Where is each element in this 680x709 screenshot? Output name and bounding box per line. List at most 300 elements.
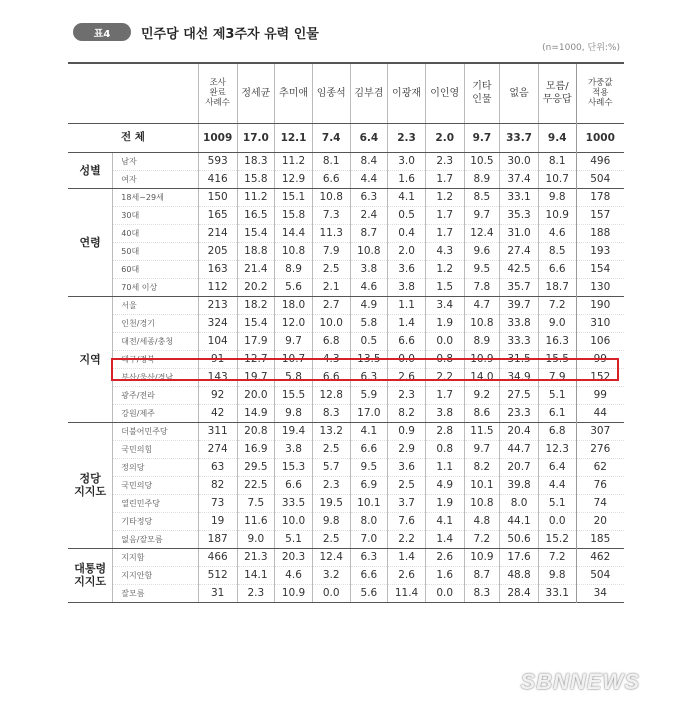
row-label: 부산/울산/경남 [113,368,199,386]
table-cell: 10.0 [312,314,350,332]
table-cell: 6.6 [275,476,313,494]
table-body [68,123,624,602]
column-header: 이인영 [425,63,464,123]
row-label: 인천/경기 [113,314,199,332]
table-cell: 10.0 [275,512,313,530]
table-cell: 106 [576,332,624,350]
table-row [68,242,624,260]
table-cell: 15.4 [237,224,275,242]
table-row [68,206,624,224]
table-cell: 10.8 [350,242,388,260]
table-cell: 3.8 [388,278,426,296]
table-cell: 1009 [198,123,237,152]
table-cell: 1.7 [425,386,464,404]
table-cell: 37.4 [500,170,539,188]
row-label: 서울 [113,296,199,314]
table-cell: 9.8 [538,566,576,584]
table-cell: 14.9 [237,404,275,422]
table-cell: 1.2 [425,260,464,278]
table-cell: 6.3 [350,188,388,206]
table-cell: 44.7 [500,440,539,458]
table-cell: 0.5 [388,206,426,224]
table-number-badge: 표4 [73,23,131,41]
column-header: 김부겸 [350,63,388,123]
table-cell: 42.5 [500,260,539,278]
table-cell: 30.0 [500,152,539,170]
table-cell: 1.6 [388,170,426,188]
table-cell: 1.6 [425,566,464,584]
table-cell: 276 [576,440,624,458]
table-cell: 112 [198,278,237,296]
table-cell: 9.5 [464,260,500,278]
table-cell: 48.8 [500,566,539,584]
table-cell: 3.8 [350,260,388,278]
table-cell: 178 [576,188,624,206]
table-cell: 2.3 [425,152,464,170]
table-cell: 13.2 [312,422,350,440]
table-cell: 33.1 [538,584,576,602]
row-label: 더불어민주당 [113,422,199,440]
table-cell: 10.8 [312,188,350,206]
table-cell: 31.5 [500,350,539,368]
table-cell: 496 [576,152,624,170]
table-cell: 9.5 [350,458,388,476]
row-label: 남자 [113,152,199,170]
table-cell: 10.5 [464,152,500,170]
table-cell: 9.7 [275,332,313,350]
table-row [68,566,624,584]
table-cell: 3.0 [388,152,426,170]
table-cell: 27.4 [500,242,539,260]
table-cell: 35.7 [500,278,539,296]
table-cell: 10.8 [464,494,500,512]
table-cell: 2.5 [312,440,350,458]
table-cell: 13.5 [350,350,388,368]
table-cell: 2.5 [388,476,426,494]
table-cell: 0.0 [425,584,464,602]
table-cell: 15.2 [538,530,576,548]
table-cell: 7.2 [538,296,576,314]
table-cell: 28.4 [500,584,539,602]
table-cell: 3.2 [312,566,350,584]
table-cell: 8.0 [350,512,388,530]
table-cell: 35.3 [500,206,539,224]
table-cell: 10.1 [464,476,500,494]
table-cell: 4.4 [538,476,576,494]
row-label: 대전/세종/충청 [113,332,199,350]
table-cell: 154 [576,260,624,278]
table-cell: 1.5 [425,278,464,296]
row-label: 국민의힘 [113,440,199,458]
table-cell: 21.4 [237,260,275,278]
table-row [68,314,624,332]
table-cell: 311 [198,422,237,440]
table-cell: 9.8 [275,404,313,422]
total-label: 전 체 [68,123,198,152]
table-cell: 7.5 [237,494,275,512]
table-cell: 31.0 [500,224,539,242]
table-cell: 8.9 [275,260,313,278]
table-cell: 9.8 [312,512,350,530]
table-cell: 23.3 [500,404,539,422]
table-cell: 193 [576,242,624,260]
row-label: 잘모름 [113,584,199,602]
table-cell: 10.9 [275,584,313,602]
table-cell: 10.7 [538,170,576,188]
table-cell: 4.1 [350,422,388,440]
table-cell: 14.4 [275,224,313,242]
table-cell: 2.7 [312,296,350,314]
table-cell: 9.0 [237,530,275,548]
table-cell: 7.4 [312,123,350,152]
table-cell: 15.8 [237,170,275,188]
table-cell: 504 [576,170,624,188]
table-row [68,278,624,296]
table-row [68,224,624,242]
table-cell: 1.2 [425,188,464,206]
table-cell: 205 [198,242,237,260]
table-cell: 20 [576,512,624,530]
table-cell: 6.8 [312,332,350,350]
table-row [68,548,624,566]
table-cell: 150 [198,188,237,206]
group-label: 대통령 지지도 [68,548,113,602]
watermark-logo: SBNNEWS [520,669,640,694]
table-row [68,476,624,494]
table-row [68,350,624,368]
table-row [68,260,624,278]
table-cell: 2.0 [425,123,464,152]
table-cell: 130 [576,278,624,296]
table-cell: 512 [198,566,237,584]
table-cell: 1.4 [388,548,426,566]
table-title-bar [73,22,319,42]
table-cell: 10.7 [275,350,313,368]
table-cell: 187 [198,530,237,548]
table-cell: 2.3 [388,386,426,404]
table-cell: 18.7 [538,278,576,296]
table-cell: 10.9 [538,206,576,224]
table-cell: 8.1 [538,152,576,170]
table-cell: 307 [576,422,624,440]
table-cell: 6.6 [312,368,350,386]
table-cell: 2.6 [388,566,426,584]
row-label: 30대 [113,206,199,224]
table-cell: 143 [198,368,237,386]
table-cell: 18.8 [237,242,275,260]
table-cell: 6.8 [538,422,576,440]
table-cell: 6.9 [350,476,388,494]
group-label: 성별 [68,152,113,188]
table-cell: 22.5 [237,476,275,494]
table-cell: 12.8 [312,386,350,404]
table-cell: 185 [576,530,624,548]
table-cell: 10.8 [464,314,500,332]
table-cell: 8.5 [464,188,500,206]
row-label: 60대 [113,260,199,278]
table-cell: 15.5 [538,350,576,368]
table-cell: 15.3 [275,458,313,476]
group-label: 연령 [68,188,113,296]
table-cell: 99 [576,386,624,404]
table-cell: 6.1 [538,404,576,422]
table-cell: 4.3 [425,242,464,260]
table-cell: 10.9 [464,350,500,368]
table-cell: 4.8 [464,512,500,530]
table-row [68,584,624,602]
table-cell: 27.5 [500,386,539,404]
table-cell: 1.1 [425,458,464,476]
table-cell: 1.9 [425,494,464,512]
table-header [68,63,624,123]
table-cell: 11.5 [464,422,500,440]
table-cell: 0.5 [350,332,388,350]
table-cell: 12.4 [312,548,350,566]
table-cell: 0.8 [425,440,464,458]
table-cell: 1.7 [425,224,464,242]
table-cell: 17.9 [237,332,275,350]
table-cell: 8.4 [350,152,388,170]
table-cell: 33.3 [500,332,539,350]
table-cell: 18.2 [237,296,275,314]
row-label: 40대 [113,224,199,242]
table-cell: 5.7 [312,458,350,476]
table-row [68,512,624,530]
column-header: 기타 인물 [464,63,500,123]
table-cell: 4.7 [464,296,500,314]
table-cell: 34 [576,584,624,602]
table-cell: 213 [198,296,237,314]
table-cell: 1000 [576,123,624,152]
table-cell: 2.1 [312,278,350,296]
table-cell: 82 [198,476,237,494]
row-label: 열린민주당 [113,494,199,512]
row-label: 국민의당 [113,476,199,494]
table-cell: 10.8 [275,242,313,260]
table-cell: 8.3 [312,404,350,422]
table-cell: 8.5 [538,242,576,260]
table-cell: 42 [198,404,237,422]
table-cell: 9.7 [464,440,500,458]
table-cell: 2.2 [388,530,426,548]
table-cell: 4.4 [350,170,388,188]
table-cell: 0.0 [312,584,350,602]
table-title: 민주당 대선 제3주자 유력 인물 [141,26,319,42]
table-cell: 8.2 [464,458,500,476]
table-row [68,368,624,386]
header-corner [68,63,198,123]
table-cell: 6.3 [350,368,388,386]
table-row [68,170,624,188]
table-cell: 12.0 [275,314,313,332]
table-cell: 0.4 [388,224,426,242]
table-cell: 12.4 [464,224,500,242]
row-label: 지지안함 [113,566,199,584]
column-header: 모름/ 무응답 [538,63,576,123]
table-cell: 16.5 [237,206,275,224]
table-cell: 7.2 [538,548,576,566]
table-cell: 7.9 [538,368,576,386]
table-cell: 19 [198,512,237,530]
row-label: 50대 [113,242,199,260]
table-cell: 11.2 [237,188,275,206]
table-cell: 157 [576,206,624,224]
row-label: 지지함 [113,548,199,566]
table-cell: 44.1 [500,512,539,530]
table-cell: 190 [576,296,624,314]
table-cell: 3.6 [388,458,426,476]
table-cell: 2.2 [425,368,464,386]
table-cell: 8.6 [464,404,500,422]
table-cell: 31 [198,584,237,602]
table-cell: 5.1 [275,530,313,548]
row-label: 광주/전라 [113,386,199,404]
table-cell: 33.5 [275,494,313,512]
table-cell: 6.6 [312,170,350,188]
table-cell: 19.7 [237,368,275,386]
table-cell: 20.4 [500,422,539,440]
table-cell: 21.3 [237,548,275,566]
table-cell: 14.0 [464,368,500,386]
table-cell: 39.8 [500,476,539,494]
table-cell: 163 [198,260,237,278]
table-cell: 7.0 [350,530,388,548]
survey-table [68,62,624,603]
table-cell: 99 [576,350,624,368]
table-cell: 20.2 [237,278,275,296]
table-cell: 74 [576,494,624,512]
table-cell: 152 [576,368,624,386]
group-label: 정당 지지도 [68,422,113,548]
table-row [68,440,624,458]
table-cell: 9.7 [464,123,500,152]
table-cell: 4.9 [350,296,388,314]
table-cell: 3.4 [425,296,464,314]
table-cell: 462 [576,548,624,566]
table-cell: 2.6 [425,548,464,566]
table-cell: 4.9 [425,476,464,494]
table-cell: 62 [576,458,624,476]
table-cell: 20.0 [237,386,275,404]
column-header: 정세균 [237,63,275,123]
table-cell: 0.0 [538,512,576,530]
row-label: 강원/제주 [113,404,199,422]
table-row [68,404,624,422]
table-cell: 11.4 [388,584,426,602]
table-cell: 6.6 [350,566,388,584]
table-row [68,152,624,170]
table-cell: 4.1 [388,188,426,206]
table-cell: 17.0 [350,404,388,422]
table-cell: 4.6 [350,278,388,296]
table-cell: 9.7 [464,206,500,224]
table-cell: 19.4 [275,422,313,440]
table-cell: 11.2 [275,152,313,170]
table-cell: 1.7 [425,170,464,188]
table-row [68,458,624,476]
table-cell: 14.1 [237,566,275,584]
table-cell: 2.3 [237,584,275,602]
table-cell: 11.6 [237,512,275,530]
table-cell: 2.4 [350,206,388,224]
table-row [68,188,624,206]
table-cell: 104 [198,332,237,350]
table-cell: 214 [198,224,237,242]
table-cell: 9.2 [464,386,500,404]
row-label: 대구/경북 [113,350,199,368]
table-cell: 33.7 [500,123,539,152]
table-cell: 2.9 [388,440,426,458]
table-cell: 4.6 [275,566,313,584]
table-cell: 12.3 [538,440,576,458]
table-cell: 4.1 [425,512,464,530]
table-cell: 10.1 [350,494,388,512]
table-cell: 1.9 [425,314,464,332]
table-row [68,530,624,548]
table-cell: 3.6 [388,260,426,278]
table-cell: 5.6 [275,278,313,296]
table-cell: 8.2 [388,404,426,422]
table-cell: 2.6 [388,368,426,386]
table-cell: 11.3 [312,224,350,242]
table-cell: 15.1 [275,188,313,206]
table-cell: 15.8 [275,206,313,224]
table-cell: 92 [198,386,237,404]
table-cell: 6.4 [538,458,576,476]
table-cell: 0.8 [425,350,464,368]
table-cell: 5.1 [538,386,576,404]
table-cell: 17.6 [500,548,539,566]
table-cell: 416 [198,170,237,188]
table-cell: 12.1 [275,123,313,152]
row-label: 없음/잘모름 [113,530,199,548]
table-cell: 324 [198,314,237,332]
table-cell: 8.7 [464,566,500,584]
table-cell: 0.0 [425,332,464,350]
group-label: 지역 [68,296,113,422]
table-cell: 4.3 [312,350,350,368]
table-cell: 188 [576,224,624,242]
table-cell: 12.9 [275,170,313,188]
table-cell: 20.3 [275,548,313,566]
table-cell: 9.8 [538,188,576,206]
table-cell: 15.4 [237,314,275,332]
table-cell: 0.0 [388,350,426,368]
table-cell: 18.0 [275,296,313,314]
table-cell: 5.8 [275,368,313,386]
table-cell: 8.7 [350,224,388,242]
column-header: 추미애 [275,63,313,123]
table-row [68,296,624,314]
table-cell: 9.4 [538,123,576,152]
table-cell: 34.9 [500,368,539,386]
table-cell: 8.1 [312,152,350,170]
table-cell: 504 [576,566,624,584]
table-cell: 2.3 [388,123,426,152]
table-cell: 6.6 [350,440,388,458]
table-cell: 8.3 [464,584,500,602]
table-cell: 16.3 [538,332,576,350]
table-row [68,386,624,404]
table-cell: 6.6 [388,332,426,350]
table-cell: 2.5 [312,260,350,278]
table-cell: 7.2 [464,530,500,548]
table-cell: 3.8 [275,440,313,458]
table-row [68,494,624,512]
table-cell: 29.5 [237,458,275,476]
table-cell: 76 [576,476,624,494]
table-cell: 10.9 [464,548,500,566]
